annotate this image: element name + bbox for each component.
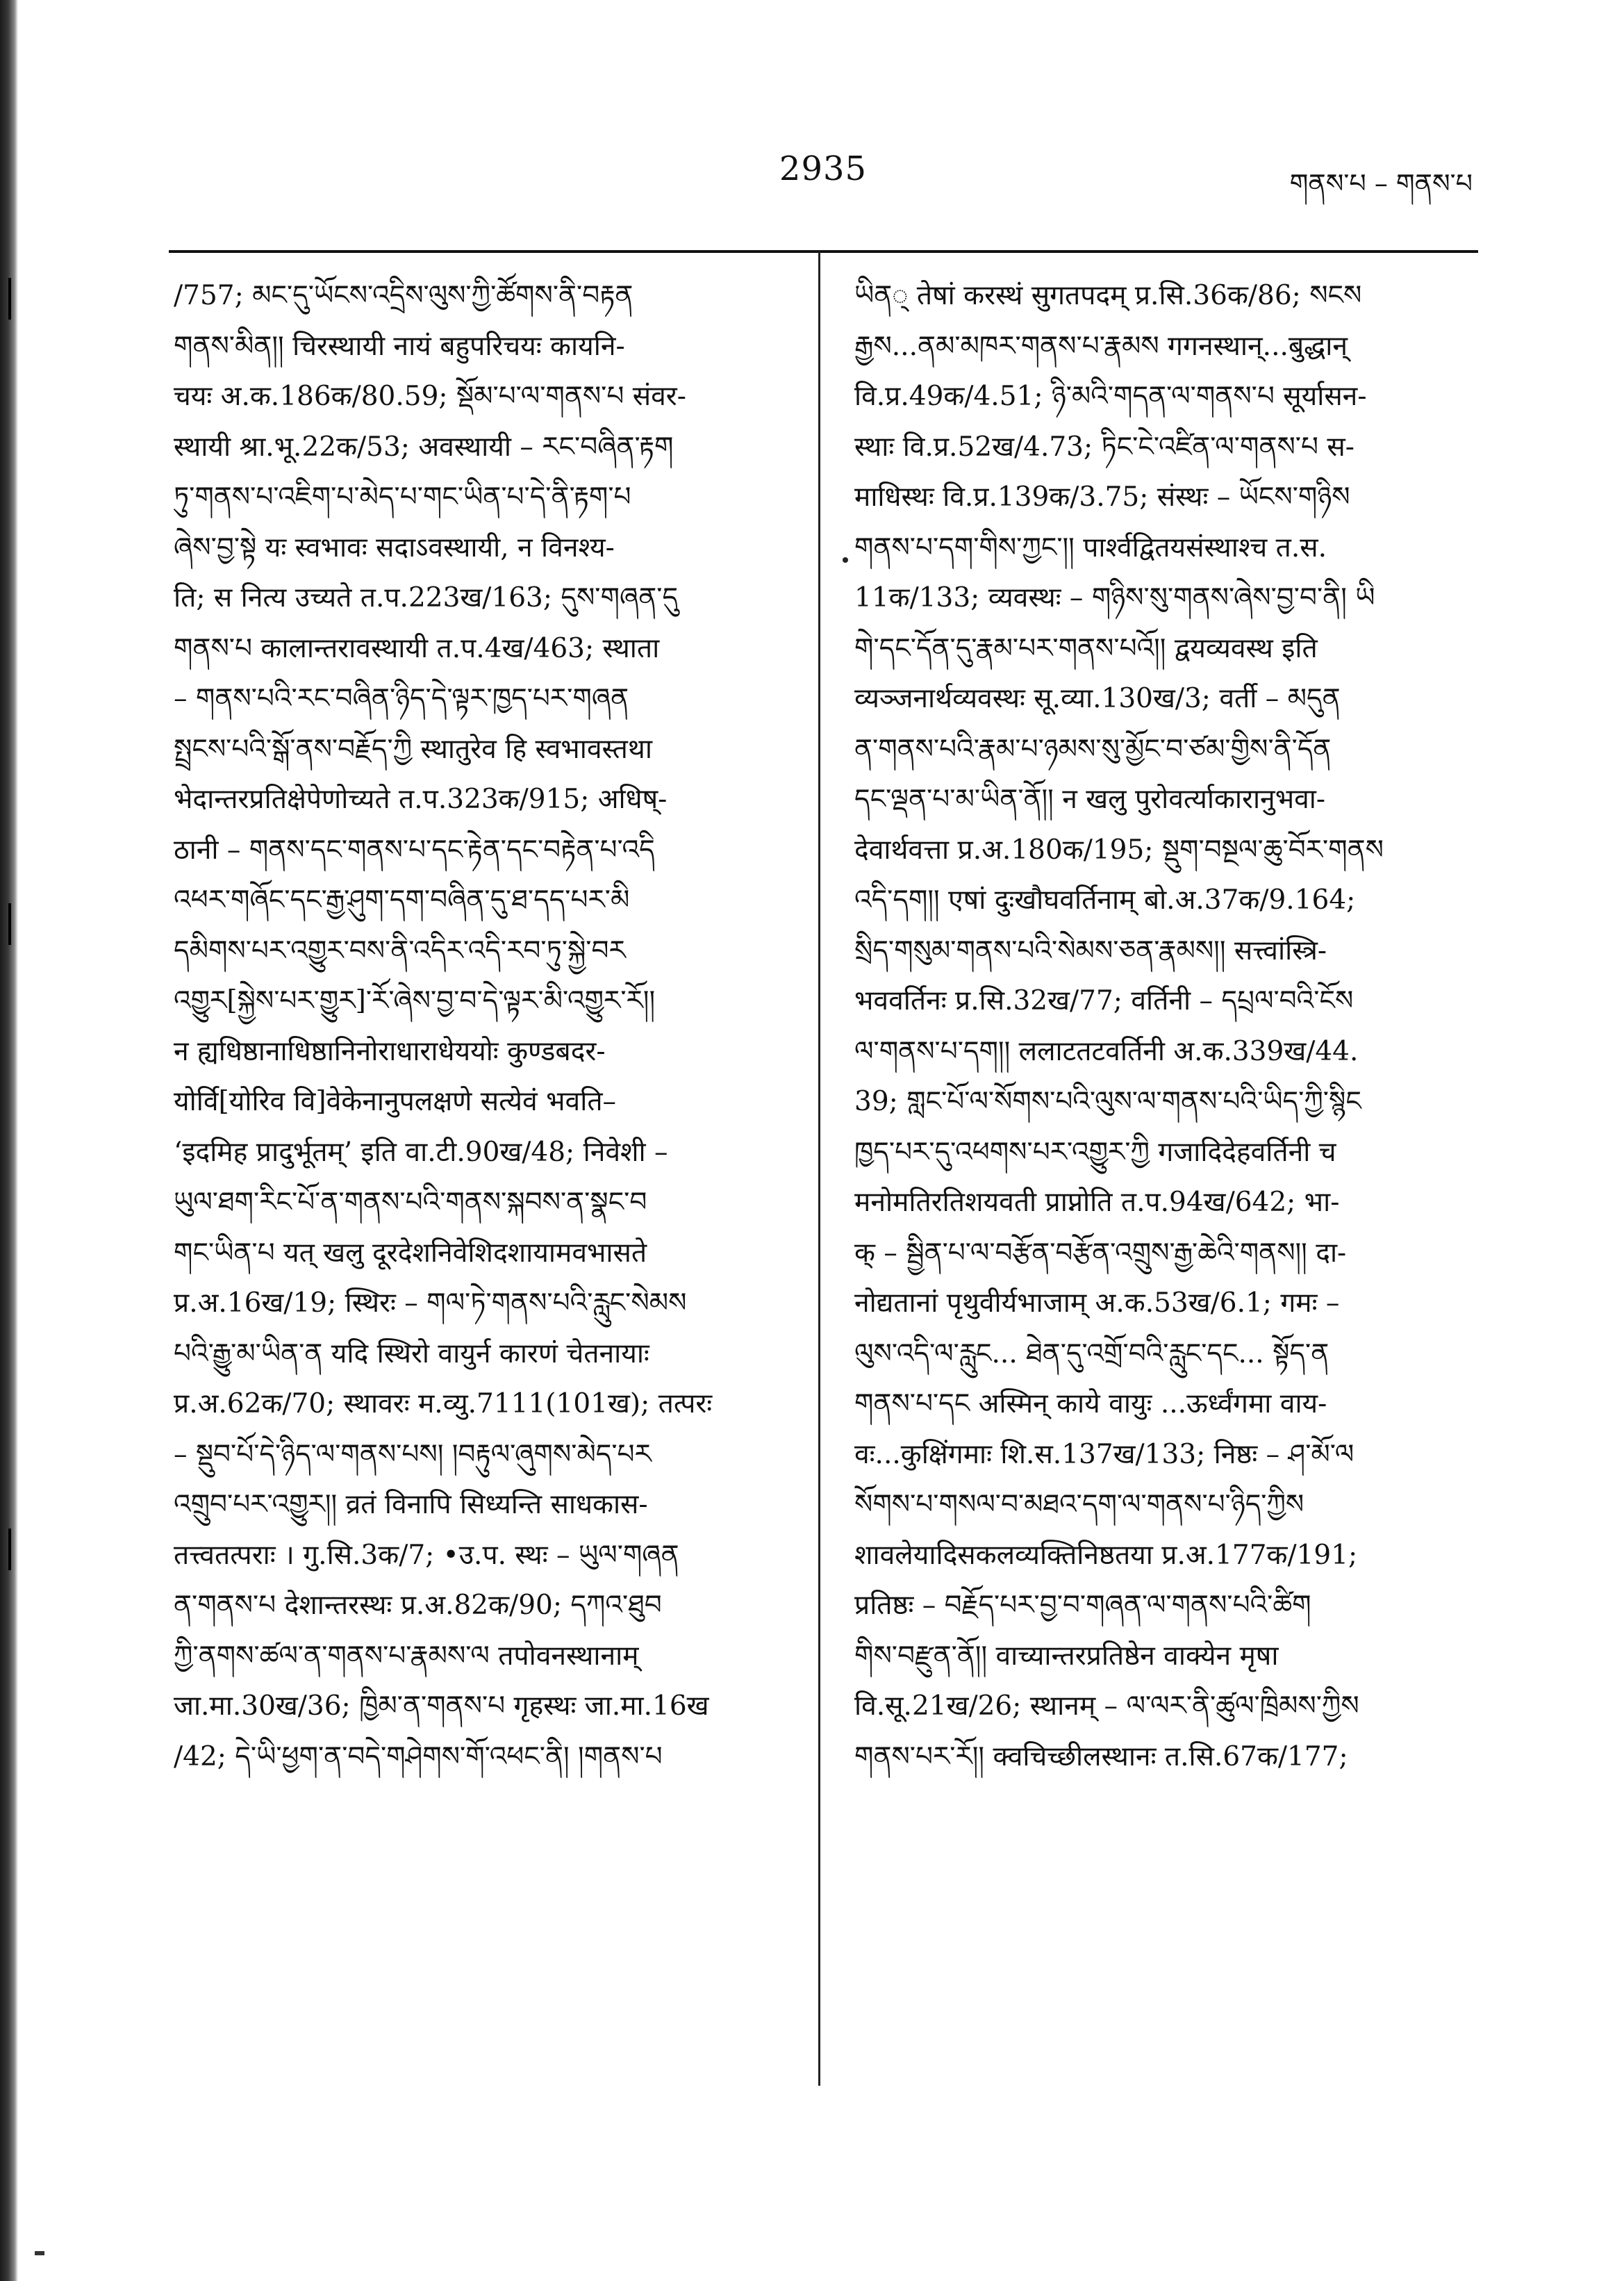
dictionary-line: གང་ཡིན་པ यत् खलु दूरदेशनिवेशिदशायामवभासते [174, 1237, 647, 1269]
corner-mark [35, 2251, 44, 2255]
dictionary-line: नोद्यतानां पृथुवीर्यभाजाम् अ.क.53ख/6.1; गमः – [854, 1287, 1340, 1319]
dictionary-line: ཞེས་བྱ་སྟེ यः स्वभावः सदाऽवस्थायी, न विनश्य- [174, 532, 615, 563]
page-binding-shadow [0, 0, 18, 2281]
dictionary-line: चयः अ.क.186क/80.59; སྡོམ་པ་ལ་གནས་པ संवर- [174, 381, 686, 412]
dictionary-line: तत्त्वतत्पराः । गु.सि.3क/7; •उ.प. स्थः – ཡུལ་གཞན [174, 1539, 679, 1571]
dictionary-line: वि.प्र.49क/4.51; ཉི་མའི་གདན་ལ་གནས་པ सूर्यासन- [854, 381, 1367, 412]
dictionary-line: 39; གླང་པོ་ལ་སོགས་པའི་ལུས་ལ་གནས་པའི་ཡིད་ཀྱི་སྙིང [854, 1086, 1361, 1117]
dictionary-line: གནས་པར་རོ།། क्वचिच्छीलस्थानः त.सि.67क/177; [854, 1740, 1348, 1772]
dictionary-line: སོགས་པ་གསལ་བ་མཐའ་དག་ལ་གནས་པ་ཉིད་ཀྱིས [854, 1489, 1304, 1520]
dictionary-line: ཁྱད་པར་དུ་འཕགས་པར་འགྱུར་ཀྱི गजादिदेहवर्तिनी च [854, 1136, 1336, 1168]
header-rule [169, 250, 1478, 253]
dictionary-line: ཏུ་གནས་པ་འཇིག་པ་མེད་པ་གང་ཡིན་པ་དེ་ནི་རྟག་པ [174, 481, 631, 513]
dictionary-line: प्र.अ.16ख/19; स्थिरः – གལ་ཏེ་གནས་པའི་རླུང་སེམས [174, 1287, 687, 1319]
binding-speck [8, 278, 11, 320]
dictionary-line: जा.मा.30ख/36; ཁྱིམ་ན་གནས་པ गृहस्थः जा.मा.16ख [174, 1690, 709, 1722]
dictionary-line: འགྱུར[སྐྱེས་པར་གྱུར]་རོ་ཞེས་བྱ་བ་དེ་ལྟར་མི་འགྱུར་རོ།། [174, 985, 656, 1016]
dictionary-line: – གནས་པའི་རང་བཞིན་ཉིད་དེ་ལྟར་ཁྱད་པར་གཞན [174, 683, 629, 714]
dictionary-line: རྒྱས...ནམ་མཁར་གནས་པ་རྣམས गगनस्थान्...बुद्धान् [854, 330, 1348, 362]
dictionary-line: གིས་བརྫུན་ནོ།། वाच्यान्तरप्रतिष्ठेन वाक्येन मृषा [854, 1640, 1279, 1672]
dictionary-line: འགྲུབ་པར་འགྱུར།། व्रतं विनापि सिध्यन्ति साधकास- [174, 1489, 648, 1520]
dictionary-line: प्र.अ.62क/70; स्थावरः म.व्यु.7111(101ख); तत्परः [174, 1388, 713, 1419]
dictionary-line: གནས་པ कालान्तरावस्थायी त.प.4ख/463; स्थाता [174, 632, 660, 664]
dictionary-line: སྤྲངས་པའི་སྒོ་ནས་བརྗོད་ཀྱི स्थातुरेव हि स्वभावस्तथा [174, 733, 652, 765]
left-column [174, 271, 799, 1782]
dictionary-line: योर्वि[योरिव वि]वेकेनानुपलक्षणे सत्येवं भवति– [174, 1086, 617, 1117]
dictionary-line: ན་གནས་པའི་རྣམ་པ་ཉམས་སུ་མྱོང་བ་ཙམ་གྱིས་ནི་དོན [854, 733, 1332, 765]
dictionary-line: स्थायी श्रा.भू.22क/53; अवस्थायी – རང་བཞིན་རྟག [174, 431, 674, 463]
margin-dot [843, 557, 848, 563]
dictionary-line: དམིགས་པར་འགྱུར་བས་ནི་འདིར་འདི་རབ་ཏུ་སྐྱེ་བར [174, 934, 626, 966]
dictionary-line: माधिस्थः वि.प्र.139क/3.75; संस्थः – ཡོངས་གཉིས [854, 481, 1350, 513]
dictionary-line: क् – སྦྱིན་པ་ལ་བརྩོན་བརྩོན་འགྲུས་རྒྱ་ཆེའི་གནས།། दा- [854, 1237, 1347, 1269]
dictionary-line: ति; स नित्य उच्यते त.प.223ख/163; དུས་གཞན་དུ [174, 582, 679, 614]
dictionary-line: ཡིན् तेषां करस्थं सुगतपदम् प्र.सि.36क/86; སངས [854, 280, 1362, 311]
right-column [854, 271, 1466, 1782]
dictionary-line: वः...कुक्षिंगमाः शि.स.137ख/133; निष्ठः – ཤ་མོ་ལ [854, 1438, 1354, 1470]
dictionary-line: ཡུལ་ཐག་རིང་པོ་ན་གནས་པའི་གནས་སྐབས་ན་སྣང་བ [174, 1187, 647, 1218]
dictionary-line: भववर्तिनः प्र.सि.32ख/77; वर्तिनी – དཔྲལ་བའི་ངོས [854, 985, 1354, 1016]
column-divider [818, 252, 820, 2086]
dictionary-line: སྲིད་གསུམ་གནས་པའི་སེམས་ཅན་རྣམས།། सत्त्वांस्त्रि- [854, 934, 1327, 966]
dictionary-line: གེ་དང་དོན་དུ་རྣམ་པར་གནས་པའོ།། द्वयव्यवस्थ इति [854, 632, 1318, 664]
dictionary-line: – སྡུབ་པོ་དེ་ཉིད་ལ་གནས་པས། །བརྟུལ་ཞུགས་མེད་པར [174, 1438, 652, 1470]
dictionary-line: प्रतिष्ठः – བརྗོད་པར་བྱ་བ་གཞན་ལ་གནས་པའི་ཚིག [854, 1590, 1311, 1621]
dictionary-line: मनोमतिरतिशयवती प्राप्नोति त.प.94ख/642; भा- [854, 1187, 1340, 1218]
dictionary-line: ན་གནས་པ देशान्तरस्थः प्र.अ.82क/90; དཀའ་ཐུབ [174, 1590, 662, 1621]
dictionary-line: འཕར་གཞོང་དང་རྒྱ་ཤུག་དག་བཞིན་དུ་ཐ་དད་པར་མི [174, 884, 630, 916]
dictionary-line: ལུས་འདི་ལ་རླུང... ཐེན་དུ་འགྲོ་བའི་རླུང་དང... སྟོད་ན [854, 1337, 1329, 1369]
dictionary-line: देवार्थवत्ता प्र.अ.180क/195; སྡུག་བསྔལ་ཆུ་བོར་གནས [854, 834, 1384, 866]
dictionary-line: न ह्यधिष्ठानाधिष्ठानिनोराधाराधेययोः कुण्डबदर- [174, 1035, 606, 1067]
dictionary-line: གནས་མིན།། चिरस्थायी नायं बहुपरिचयः कायनि- [174, 330, 625, 362]
dictionary-line: भेदान्तरप्रतिक्षेपेणोच्यते त.प.323क/915; अधिष्- [174, 784, 668, 815]
dictionary-line: स्थाः वि.प्र.52ख/4.73; ཏིང་ངེ་འཛིན་ལ་གནས་པ स- [854, 431, 1354, 463]
dictionary-line: 11क/133; व्यवस्थः – གཉིས་སུ་གནས་ཞེས་བྱ་བ་ནི། ཡི [854, 582, 1375, 614]
running-head: གནས་པ – གནས་པ [1289, 168, 1473, 199]
dictionary-line: པའི་རྒྱུ་མ་ཡིན་ན यदि स्थिरो वायुर्न कारणं चेतनायाः [174, 1337, 649, 1369]
page-number: 2935 [779, 149, 868, 188]
dictionary-line: /42; དེ་ཡི་ཕྱག་ན་བདེ་གཤེགས་གོ་འཕང་ནི། །གནས་པ [174, 1740, 663, 1772]
dictionary-line: འདི་དག།། एषां दुःखौघवर्तिनाम् बो.अ.37क/9.164; [854, 884, 1356, 916]
dictionary-line: /757; མང་དུ་ཡོངས་འདྲིས་ལུས་ཀྱི་ཚོགས་ནི་བརྟན [174, 280, 633, 311]
dictionary-line: शावलेयादिसकलव्यक्तिनिष्ठतया प्र.अ.177क/191; [854, 1539, 1358, 1571]
dictionary-line: དང་ལྡན་པ་མ་ཡིན་ནོ།། न खलु पुरोवर्त्याकारानुभवा- [854, 784, 1326, 815]
dictionary-line: व्यञ्जनार्थव्यवस्थः सू.व्या.130ख/3; वर्ती – མདུན [854, 683, 1341, 714]
binding-speck [8, 903, 11, 945]
dictionary-line: ལ་གནས་པ་དག།། ललाटतटवर्तिनी अ.क.339ख/44. [854, 1035, 1359, 1067]
binding-speck [8, 1529, 11, 1570]
dictionary-line: वि.सू.21ख/26; स्थानम् – ལ་ལར་ནི་ཚུལ་ཁྲིམས་ཀྱིས [854, 1690, 1359, 1722]
dictionary-line: ‘इदमिह प्रादुर्भूतम्’ इति वा.टी.90ख/48; निवेशी – [174, 1136, 668, 1168]
dictionary-line: ठानी – གནས་དང་གནས་པ་དང་རྟེན་དང་བརྟེན་པ་འདི [174, 834, 655, 866]
dictionary-line: གནས་པ་དག་གིས་ཀྱང་།། पार्श्वद्वितयसंस्थाश्च त.स. [854, 532, 1327, 563]
dictionary-line: གནས་པ་དང अस्मिन् काये वायुः ...ऊर्ध्वंगमा वाय- [854, 1388, 1327, 1419]
dictionary-line: ཀྱི་ནགས་ཚལ་ན་གནས་པ་རྣམས་ལ तपोवनस्थानाम् [174, 1640, 639, 1672]
